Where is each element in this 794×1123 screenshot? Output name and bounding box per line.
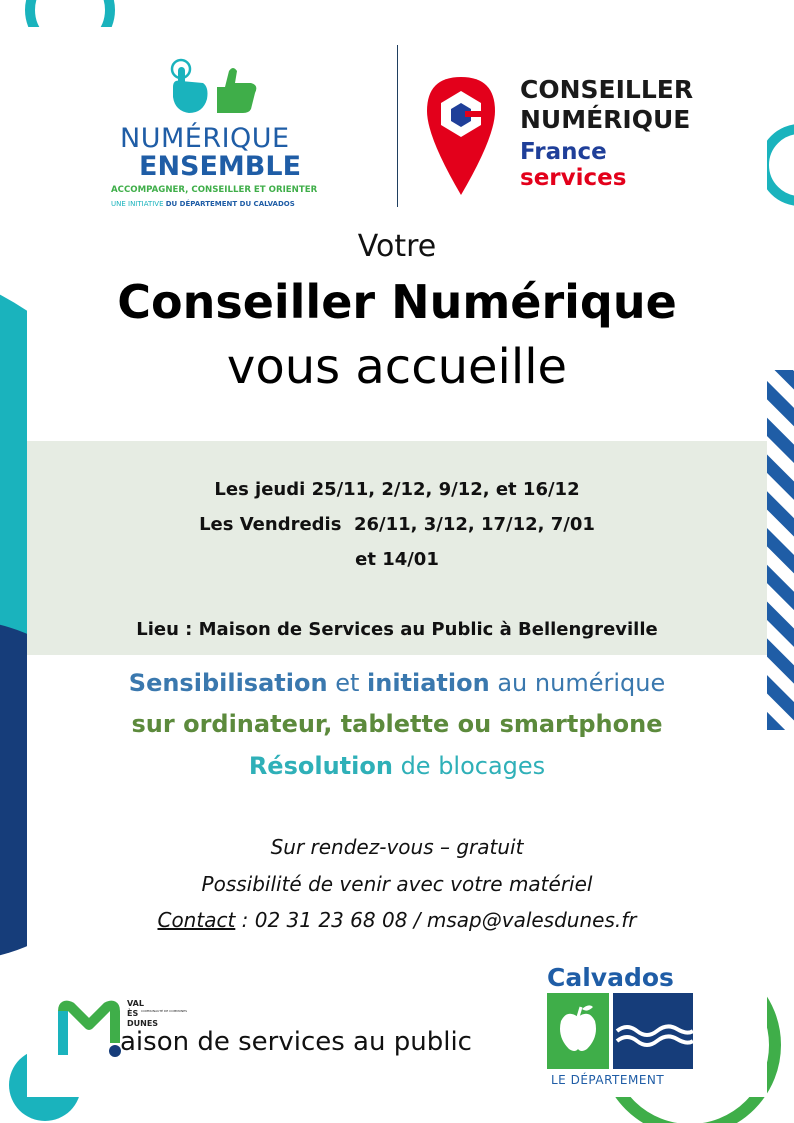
info-contact — [27, 908, 767, 932]
conseiller-numerique-logo — [425, 67, 725, 207]
numerique-ensemble-line1: NUMÉRIQUE — [120, 123, 290, 154]
services-de-blocages: de blocages — [392, 752, 546, 780]
title-votre: Votre — [357, 229, 437, 264]
schedule-line-jeudi: Les jeudi 25/11, 2/12, 9/12, et 16/12 — [214, 479, 580, 500]
services-resolution: Résolution — [248, 752, 393, 780]
schedule-band — [27, 441, 767, 655]
initiative-prefix: UNE INITIATIVE — [111, 200, 166, 208]
services-et: et — [327, 669, 367, 697]
numerique-ensemble-initiative — [111, 200, 295, 208]
france-services-line1: France — [520, 139, 607, 165]
hands-icons — [167, 57, 267, 117]
thumbs-up-icon — [217, 68, 256, 113]
schedule-line-vendredis: Les Vendredis 26/11, 3/12, 17/12, 7/01 — [199, 514, 595, 535]
numerique-ensemble-logo — [107, 57, 347, 217]
calvados-subtitle: LE DÉPARTEMENT — [551, 1073, 665, 1087]
title-vous-accueille: vous accueille — [226, 339, 568, 395]
services-line3 — [27, 752, 767, 780]
teal-ring-right — [764, 129, 794, 201]
numerique-ensemble-tagline: ACCOMPAGNER, CONSEILLER ET ORIENTER — [111, 185, 318, 195]
msap-title: aison de services au public — [120, 1027, 472, 1057]
france-services-line2: services — [520, 165, 627, 191]
msap-mini-side: COMMUNAUTÉ DE COMMUNES — [141, 1009, 188, 1013]
info-materiel: Possibilité de venir avec votre matériel — [201, 872, 593, 896]
conseiller-numerique-line1: CONSEILLER — [520, 75, 694, 104]
services-line2: sur ordinateur, tablette ou smartphone — [131, 710, 663, 738]
numerique-ensemble-line2: ENSEMBLE — [139, 151, 302, 182]
schedule-line-final: et 14/01 — [355, 549, 439, 570]
msap-mini-es: ÈS — [127, 1009, 139, 1018]
contact-label: Contact — [157, 908, 236, 932]
calvados-logo — [545, 963, 695, 1087]
page-title: Conseiller Numérique — [117, 275, 677, 329]
initiative-strong: DU DÉPARTEMENT DU CALVADOS — [165, 200, 295, 208]
services-initiation: initiation — [367, 669, 490, 697]
header-divider — [397, 45, 398, 207]
msap-mini-dunes: DUNES — [127, 1019, 159, 1028]
poster-card — [27, 27, 767, 1097]
location-pin-icon — [425, 75, 497, 197]
contact-details[interactable]: : 02 31 23 68 08 / msap@valesdunes.fr — [235, 908, 637, 932]
pointing-hand-icon — [172, 60, 208, 113]
msap-m-icon — [57, 999, 121, 1059]
services-au-numerique: au numérique — [489, 669, 666, 697]
msap-logo — [57, 997, 527, 1067]
conseiller-numerique-line2: NUMÉRIQUE — [520, 105, 691, 134]
location-line: Lieu : Maison de Services au Public à Bellengreville — [136, 619, 658, 640]
services-sensibilisation: Sensibilisation — [128, 669, 328, 697]
services-line1 — [27, 669, 767, 697]
calvados-emblem — [547, 993, 693, 1069]
blue-stripes-right — [766, 370, 794, 730]
info-rendez-vous: Sur rendez-vous – gratuit — [270, 835, 524, 859]
calvados-title: Calvados — [547, 963, 674, 992]
msap-mini-val: VAL — [127, 999, 144, 1008]
msap-text — [120, 1027, 472, 1057]
